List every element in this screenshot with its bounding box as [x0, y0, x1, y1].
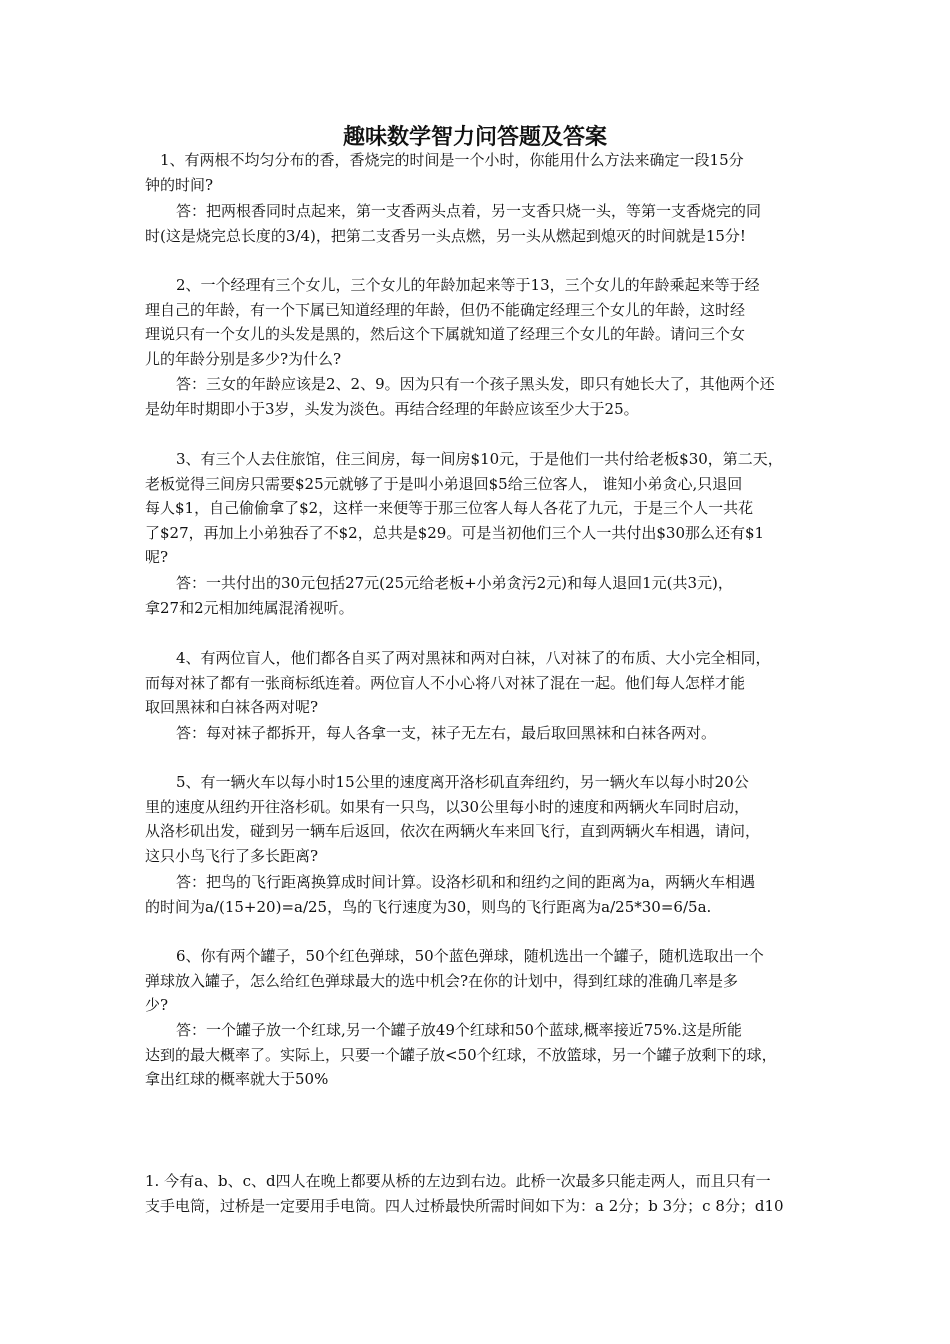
- question-6: [145, 944, 810, 1018]
- text-line: 答：三女的年龄应该是2、2、9。因为只有一个孩子黑头发，即只有她长大了，其他两个还: [176, 375, 775, 393]
- text-line: 答：每对袜子都拆开，每人各拿一支，袜子无左右，最后取回黑袜和白袜各两对。: [176, 724, 717, 742]
- question-1: [145, 148, 810, 197]
- text-line: 了$27，再加上小弟独吞了不$2，总共是$29。可是当初他们三个人一共付出$30那么还有$1: [145, 523, 765, 542]
- text-line: 1. 今有a、b、c、d四人在晚上都要从桥的左边到右边。此桥一次最多只能走两人，而且只有一: [145, 1172, 771, 1190]
- answer-6: [145, 1018, 810, 1092]
- question-4: [145, 646, 810, 720]
- text-line: 里的速度从纽约开往洛杉矶。如果有一只鸟，以30公里每小时的速度和两辆火车同时启动，: [145, 797, 750, 816]
- text-line: 3、有三个人去住旅馆，住三间房，每一间房$10元，于是他们一共付给老板$30，第二天，: [176, 450, 783, 468]
- text-line: 钟的时间?: [145, 175, 214, 194]
- text-line: 2、一个经理有三个女儿，三个女儿的年龄加起来等于13，三个女儿的年龄乘起来等于经: [176, 276, 760, 294]
- question-5: [145, 770, 810, 868]
- answer-1: [145, 199, 810, 248]
- text-line: 老板觉得三间房只需要$25元就够了于是叫小弟退回$5给三位客人， 谁知小弟贪心,只退回: [145, 474, 743, 493]
- text-line: 而每对袜了都有一张商标纸连着。两位盲人不小心将八对袜了混在一起。他们每人怎样才能: [145, 673, 746, 692]
- question-2: [145, 273, 810, 371]
- text-line: 的时间为a/(15+20)=a/25，鸟的飞行速度为30，则鸟的飞行距离为a/25*30=6/5a.: [145, 897, 712, 916]
- text-line: 是幼年时期即小于3岁，头发为淡色。再结合经理的年龄应该至少大于25。: [145, 399, 639, 418]
- text-line: 少?: [145, 996, 169, 1014]
- text-line: 答：一个罐子放一个红球,另一个罐子放49个红球和50个蓝球,概率接近75%.这是所能: [176, 1021, 742, 1039]
- text-line: 从洛杉矶出发，碰到另一辆车后返回，依次在两辆火车来回飞行，直到两辆火车相遇，请问，: [145, 822, 761, 840]
- text-line: 每人$1，自己偷偷拿了$2，这样一来便等于那三位客人每人各花了九元，于是三个人一共花: [145, 499, 754, 517]
- answer-5: [145, 870, 810, 919]
- text-line: 达到的最大概率了。实际上，只要一个罐子放<50个红球，不放篮球，另一个罐子放剩下的球，: [145, 1045, 777, 1064]
- text-line: 儿的年龄分别是多少?为什么?: [145, 349, 342, 368]
- answer-2: [145, 372, 810, 421]
- text-line: 取回黑袜和白袜各两对呢?: [145, 698, 319, 716]
- text-line: 理自己的年龄，有一个下属已知道经理的年龄，但仍不能确定经理三个女儿的年龄，这时经: [145, 300, 746, 319]
- text-line: 拿出红球的概率就大于50%: [145, 1070, 329, 1088]
- text-line: 弹球放入罐子，怎么给红色弹球最大的选中机会?在你的计划中，得到红球的准确几率是多: [145, 971, 739, 990]
- text-line: 呢?: [145, 548, 169, 566]
- text-line: 拿27和2元相加纯属混淆视听。: [145, 598, 354, 617]
- text-line: 答：把鸟的飞行距离换算成时间计算。设洛杉矶和和纽约之间的距离为a，两辆火车相遇: [176, 873, 755, 891]
- text-line: 支手电筒，过桥是一定要用手电筒。四人过桥最快所需时间如下为：a 2分；b 3分；c 8分；d10: [145, 1196, 784, 1215]
- text-line: 4、有两位盲人，他们都各自买了两对黑袜和两对白袜，八对袜了的布质、大小完全相同，: [176, 649, 771, 667]
- bridge-question: [145, 1169, 810, 1218]
- text-line: 答：把两根香同时点起来，第一支香两头点着，另一支香只烧一头，等第一支香烧完的同: [176, 202, 762, 220]
- answer-4: [145, 721, 810, 746]
- text-line: 5、有一辆火车以每小时15公里的速度离开洛杉矶直奔纽约，另一辆火车以每小时20公: [176, 773, 749, 791]
- text-line: 答：一共付出的30元包括27元(25元给老板+小弟贪污2元)和每人退回1元(共3元)，: [176, 574, 733, 592]
- document-title: 趣味数学智力问答题及答案: [342, 125, 607, 150]
- text-line: 这只小鸟飞行了多长距离?: [145, 846, 319, 865]
- question-3: [145, 447, 810, 570]
- text-line: 理说只有一个女儿的头发是黑的，然后这个下属就知道了经理三个女儿的年龄。请问三个女: [145, 325, 746, 343]
- answer-3: [145, 571, 810, 620]
- text-line: 1、有两根不均匀分布的香，香烧完的时间是一个小时，你能用什么方法来确定一段15分: [160, 151, 744, 169]
- text-line: 时(这是烧完总长度的3/4)，把第二支香另一头点燃，另一头从燃起到熄灭的时间就是15分!: [145, 226, 746, 245]
- text-line: 6、你有两个罐子，50个红色弹球，50个蓝色弹球，随机选出一个罐子，随机选取出一个: [176, 947, 764, 965]
